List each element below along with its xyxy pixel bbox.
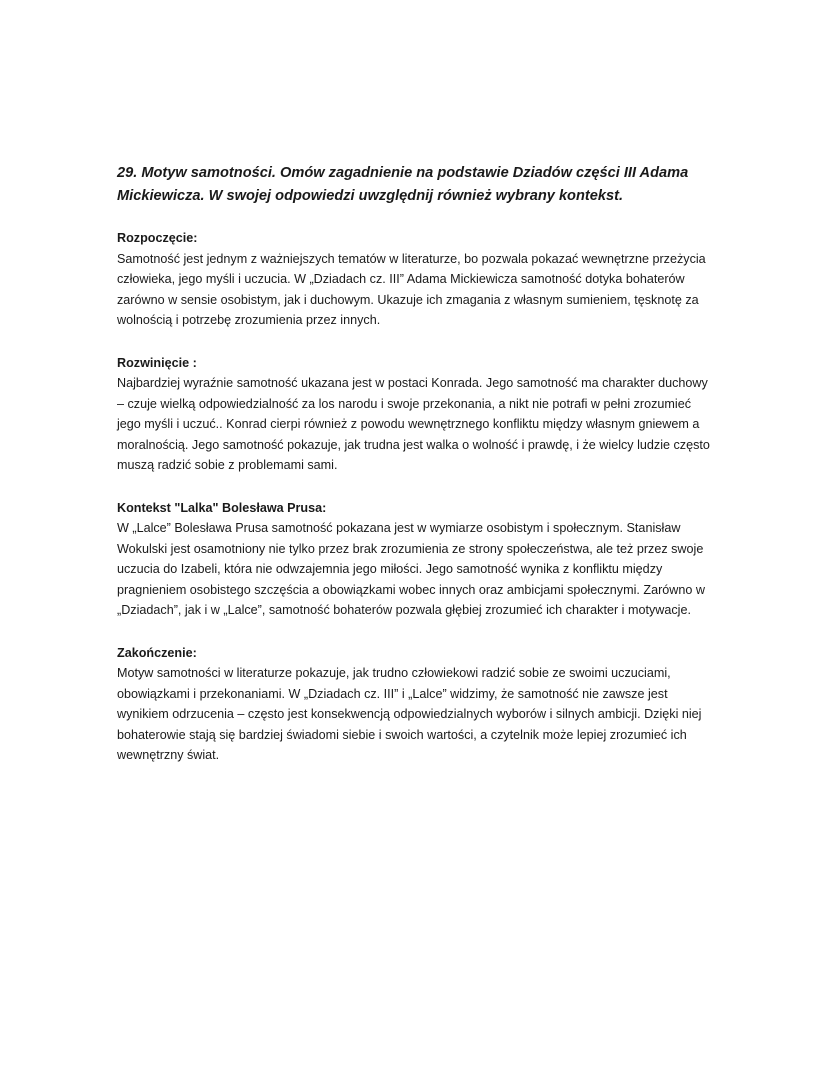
section-heading: Kontekst "Lalka" Bolesława Prusa: bbox=[117, 500, 327, 515]
paragraph-line: bohaterowie stają się bardziej świadomi siebie i swoich wartości, a czytelnik może lepiej zrozumieć ich bbox=[117, 727, 687, 742]
paragraph-line: W „Lalce” Bolesława Prusa samotność pokazana jest w wymiarze osobistym i społecznym. Stanisław bbox=[117, 521, 681, 535]
paragraph-line: jego myśli i uczuć.. Konrad cierpi również z powodu wewnętrznego konfliktu między własnym gniewem a bbox=[117, 417, 700, 431]
paragraph-line: pragnieniem osobistego szczęścia a obowiązkami wobec innych oraz ambicjami społecznymi. Zarówno w bbox=[117, 582, 705, 597]
document-page bbox=[117, 162, 757, 766]
section-development bbox=[117, 353, 757, 476]
paragraph-line: – czuje wielką odpowiedzialność za los narodu i swoje przekonania, a nikt nie potrafi w pełni zrozumieć bbox=[117, 396, 692, 411]
question-title bbox=[117, 162, 757, 208]
section-heading: Rozpoczęcie: bbox=[117, 231, 198, 245]
paragraph-line: „Dziadach”, jak i w „Lalce”, samotność bohaterów pozwala głębiej zrozumieć ich charakter i motywacje. bbox=[117, 603, 691, 617]
paragraph-line: obowiązkami i przekonaniami. W „Dziadach cz. III” i „Lalce” widzimy, że samotność nie zawsze jest bbox=[117, 686, 668, 701]
title-line: 29. Motyw samotności. Omów zagadnienie na podstawie Dziadów części III Adama bbox=[117, 165, 689, 181]
section-introduction bbox=[117, 228, 757, 331]
paragraph-line: zarówno w sensie osobistym, jak i duchowym. Ukazuje ich zmagania z własnym sumieniem, tęsknotę za bbox=[117, 292, 699, 307]
paragraph-line: Wokulski jest osamotniony nie tylko przez brak zrozumienia ze strony społeczeństwa, ale też przez swoje bbox=[117, 541, 704, 556]
paragraph-line: człowieka, jego myśli i uczucia. W „Dziadach cz. III” Adama Mickiewicza samotność dotyka bohaterów bbox=[117, 272, 685, 286]
paragraph-line: wynikiem odrzucenia – często jest konsekwencją odpowiedzialnych wyborów i silnych ambicji. Dzięki niej bbox=[117, 707, 702, 721]
paragraph-line: Samotność jest jednym z ważniejszych tematów w literaturze, bo pozwala pokazać wewnętrzne przeżycia bbox=[117, 251, 706, 266]
paragraph-line: uczucia do Izabeli, która nie odwzajemnia jego miłości. Jego samotność wynika z konfliktu między bbox=[117, 562, 663, 576]
paragraph-line: Motyw samotności w literaturze pokazuje, jak trudno człowiekowi radzić sobie ze swoimi uczuciami, bbox=[117, 666, 671, 680]
section-conclusion bbox=[117, 643, 757, 766]
section-heading: Zakończenie: bbox=[117, 645, 197, 660]
paragraph-line: wewnętrzny świat. bbox=[117, 748, 220, 762]
section-context bbox=[117, 498, 757, 621]
paragraph-line: moralnością. Jego samotność pokazuje, jak trudna jest walka o wolność i prawdę, i że wielcy ludzie często bbox=[117, 437, 710, 452]
paragraph-line: wolnością i potrzebę zrozumienia przez innych. bbox=[117, 313, 381, 327]
paragraph-line: Najbardziej wyraźnie samotność ukazana jest w postaci Konrada. Jego samotność ma charakter duchowy bbox=[117, 376, 708, 390]
section-heading: Rozwinięcie : bbox=[117, 355, 197, 370]
paragraph-line: muszą radzić sobie z problemami sami. bbox=[117, 458, 338, 472]
title-line: Mickiewicza. W swojej odpowiedzi uwzględnij również wybrany kontekst. bbox=[117, 188, 624, 204]
